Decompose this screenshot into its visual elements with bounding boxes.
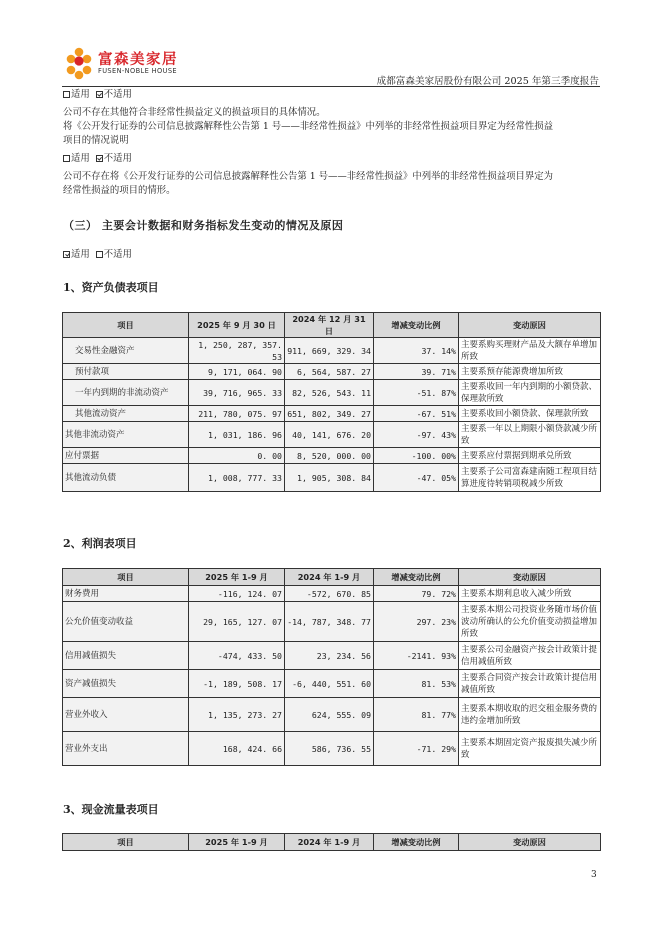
applicable-option-row-3 — [63, 248, 132, 262]
table-row — [63, 464, 601, 492]
item-cell: 资产减值损失 — [63, 670, 189, 698]
fusen-logo-icon — [64, 46, 94, 80]
table-row — [63, 732, 601, 766]
col-header: 2024 年 1-9 月 — [285, 569, 374, 586]
value-cell: 911, 669, 329. 34 — [285, 338, 374, 364]
table-row — [63, 586, 601, 602]
pct-cell: 81. 53% — [374, 670, 459, 698]
cashflow-title: 3、现金流量表项目 — [63, 803, 159, 816]
applicable-option-row-1 — [63, 88, 132, 102]
col-header: 增减变动比例 — [374, 569, 459, 586]
value-cell: -14, 787, 348. 77 — [285, 602, 374, 642]
reason-cell: 主要系一年以上期限小额贷款减少所致 — [459, 422, 601, 448]
reason-cell: 主要系本期固定资产报废损失减少所致 — [459, 732, 601, 766]
item-cell: 营业外支出 — [63, 732, 189, 766]
logo-text-cn: 富森美家居 — [98, 52, 178, 68]
value-cell: 9, 171, 064. 90 — [189, 364, 285, 380]
reason-cell: 主要系收回小额贷款、保理款所致 — [459, 406, 601, 422]
table-row — [63, 422, 601, 448]
not-applicable-label: 不适用 — [103, 153, 132, 164]
item-cell: 财务费用 — [63, 586, 189, 602]
reason-cell: 主要系应付票据到期承兑所致 — [459, 448, 601, 464]
reason-cell: 主要系预存能源费增加所致 — [459, 364, 601, 380]
value-cell: 1, 008, 777. 33 — [189, 464, 285, 492]
balance-sheet-table — [62, 312, 601, 492]
pct-cell: -47. 05% — [374, 464, 459, 492]
value-cell: 624, 555. 09 — [285, 698, 374, 732]
item-cell: 公允价值变动收益 — [63, 602, 189, 642]
applicable-option-row-2 — [63, 152, 132, 166]
header-divider — [62, 86, 600, 87]
pct-cell: 39. 71% — [374, 364, 459, 380]
col-header: 2025 年 1-9 月 — [189, 569, 285, 586]
reason-cell: 主要系购买理财产品及大额存单增加所致 — [459, 338, 601, 364]
col-header: 2025 年 1-9 月 — [189, 834, 285, 851]
value-cell: 168, 424. 66 — [189, 732, 285, 766]
table-header-row — [63, 834, 601, 851]
col-header: 增减变动比例 — [374, 834, 459, 851]
item-cell: 其他流动资产 — [63, 406, 189, 422]
reason-cell: 主要系本期收取的迟交租金服务费的违约金增加所致 — [459, 698, 601, 732]
report-title: 成都富森美家居股份有限公司 2025 年第三季度报告 — [376, 76, 599, 87]
col-header: 变动原因 — [459, 313, 601, 338]
value-cell: 6, 564, 587. 27 — [285, 364, 374, 380]
table-row — [63, 698, 601, 732]
col-header: 变动原因 — [459, 834, 601, 851]
section-title: （三） 主要会计数据和财务指标发生变动的情况及原因 — [63, 219, 344, 232]
value-cell: 29, 165, 127. 07 — [189, 602, 285, 642]
table-row — [63, 364, 601, 380]
intro-line-3b: 经常性损益的项目的情形。 — [63, 185, 176, 196]
value-cell: -474, 433. 50 — [189, 642, 285, 670]
col-header: 2024 年 12 月 31 日 — [285, 313, 374, 338]
income-statement-table — [62, 568, 601, 766]
value-cell: -6, 440, 551. 60 — [285, 670, 374, 698]
item-cell: 交易性金融资产 — [63, 338, 189, 364]
logo-text-en: FUSEN-NOBLE HOUSE — [98, 67, 177, 75]
value-cell: 1, 031, 186. 96 — [189, 422, 285, 448]
table-row — [63, 380, 601, 406]
value-cell: 211, 780, 075. 97 — [189, 406, 285, 422]
col-header: 项目 — [63, 834, 189, 851]
col-header: 项目 — [63, 569, 189, 586]
pct-cell: -100. 00% — [374, 448, 459, 464]
reason-cell: 主要系收回一年内到期的小额贷款、保理款所致 — [459, 380, 601, 406]
income-statement-title: 2、利润表项目 — [63, 537, 137, 550]
intro-line-2a: 将《公开发行证券的公司信息披露解释性公告第 1 号——非经常性损益》中列举的非经常性损益项目界定为经常性损益 — [63, 121, 554, 132]
value-cell: 0. 00 — [189, 448, 285, 464]
col-header: 2025 年 9 月 30 日 — [189, 313, 285, 338]
table-row — [63, 670, 601, 698]
item-cell: 其他非流动资产 — [63, 422, 189, 448]
pct-cell: -67. 51% — [374, 406, 459, 422]
pct-cell: 81. 77% — [374, 698, 459, 732]
applicable-label: 适用 — [71, 249, 90, 260]
checkbox-unchecked-icon — [63, 155, 70, 162]
value-cell: 39, 716, 965. 33 — [189, 380, 285, 406]
intro-line-2b: 项目的情况说明 — [63, 135, 129, 146]
intro-line-3a: 公司不存在将《公开发行证券的公司信息披露解释性公告第 1 号——非经常性损益》中列举的非经常性损益项目界定为 — [63, 171, 554, 182]
intro-line-1: 公司不存在其他符合非经常性损益定义的损益项目的具体情况。 — [63, 107, 326, 118]
checkbox-unchecked-icon — [96, 251, 103, 258]
pct-cell: -97. 43% — [374, 422, 459, 448]
applicable-label: 适用 — [71, 153, 90, 164]
value-cell: 23, 234. 56 — [285, 642, 374, 670]
value-cell: 1, 135, 273. 27 — [189, 698, 285, 732]
pct-cell: -51. 87% — [374, 380, 459, 406]
reason-cell: 主要系公司金融资产按会计政策计提信用减值所致 — [459, 642, 601, 670]
checkbox-checked-icon — [96, 91, 103, 98]
col-header: 2024 年 1-9 月 — [285, 834, 374, 851]
item-cell: 信用减值损失 — [63, 642, 189, 670]
checkbox-unchecked-icon — [63, 91, 70, 98]
value-cell: -116, 124. 07 — [189, 586, 285, 602]
col-header: 增减变动比例 — [374, 313, 459, 338]
value-cell: 586, 736. 55 — [285, 732, 374, 766]
pct-cell: -71. 29% — [374, 732, 459, 766]
table-row — [63, 338, 601, 364]
pct-cell: 297. 23% — [374, 602, 459, 642]
table-header-row — [63, 313, 601, 338]
table-row — [63, 642, 601, 670]
value-cell: -1, 189, 508. 17 — [189, 670, 285, 698]
table-row — [63, 448, 601, 464]
not-applicable-label: 不适用 — [103, 249, 132, 260]
value-cell: 82, 526, 543. 11 — [285, 380, 374, 406]
table-header-row — [63, 569, 601, 586]
reason-cell: 主要系本期利息收入减少所致 — [459, 586, 601, 602]
balance-sheet-title: 1、资产负债表项目 — [63, 281, 159, 294]
value-cell: 1, 250, 287, 357. 53 — [189, 338, 285, 364]
item-cell: 营业外收入 — [63, 698, 189, 732]
table-row — [63, 602, 601, 642]
value-cell: -572, 670. 85 — [285, 586, 374, 602]
value-cell: 1, 905, 308. 84 — [285, 464, 374, 492]
reason-cell: 主要系本期公司投资业务随市场价值波动所确认的公允价值变动损益增加所致 — [459, 602, 601, 642]
checkbox-checked-icon — [96, 155, 103, 162]
reason-cell: 主要系子公司富森建南随工程项目结算进度待转销项税减少所致 — [459, 464, 601, 492]
table-row — [63, 406, 601, 422]
item-cell: 其他流动负债 — [63, 464, 189, 492]
checkbox-checked-icon — [63, 251, 70, 258]
value-cell: 40, 141, 676. 20 — [285, 422, 374, 448]
page-number: 3 — [591, 870, 597, 880]
col-header: 变动原因 — [459, 569, 601, 586]
item-cell: 预付款项 — [63, 364, 189, 380]
reason-cell: 主要系合同资产按会计政策计提信用减值所致 — [459, 670, 601, 698]
not-applicable-label: 不适用 — [103, 89, 132, 100]
value-cell: 651, 802, 349. 27 — [285, 406, 374, 422]
cashflow-table — [62, 833, 601, 851]
col-header: 项目 — [63, 313, 189, 338]
item-cell: 应付票据 — [63, 448, 189, 464]
pct-cell: -2141. 93% — [374, 642, 459, 670]
applicable-label: 适用 — [71, 89, 90, 100]
value-cell: 8, 520, 000. 00 — [285, 448, 374, 464]
pct-cell: 79. 72% — [374, 586, 459, 602]
item-cell: 一年内到期的非流动资产 — [63, 380, 189, 406]
pct-cell: 37. 14% — [374, 338, 459, 364]
